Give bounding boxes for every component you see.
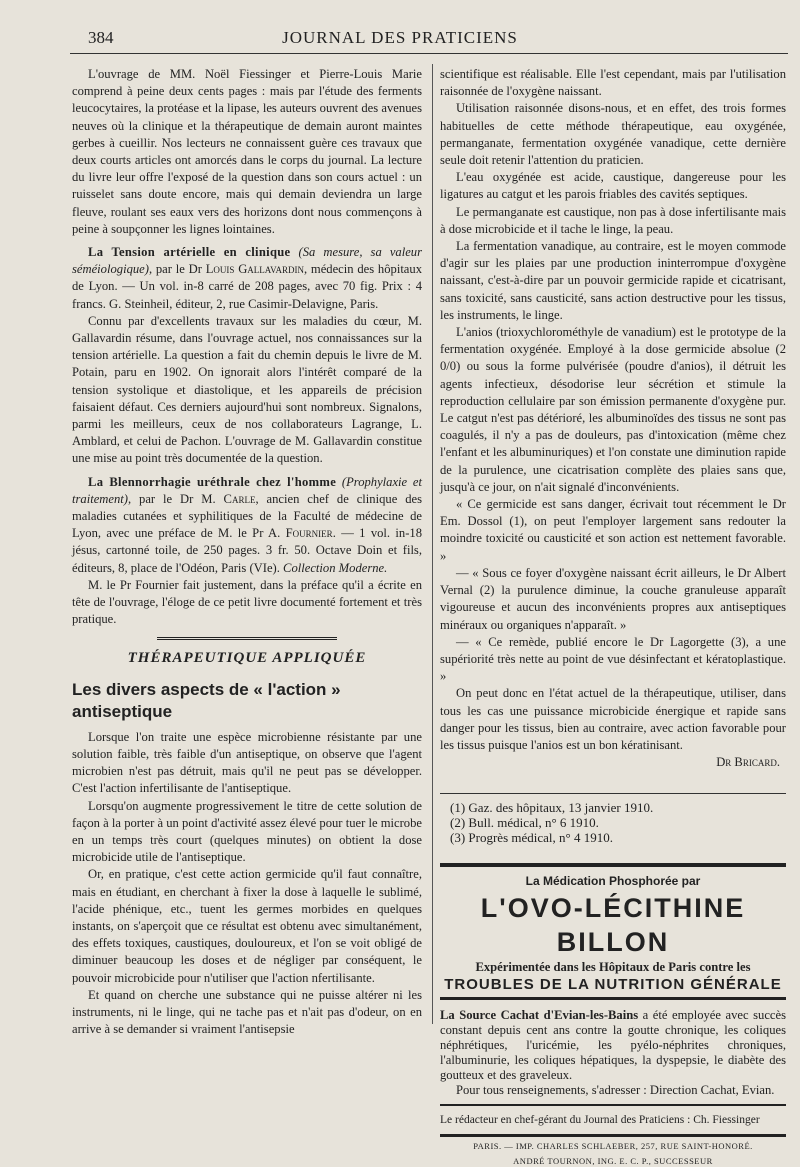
imprint-line: PARIS. — IMP. CHARLES SCHLAEBER, 257, RUE SAINT-HONORÉ. bbox=[473, 1141, 753, 1152]
quote-paragraph: « Ce germicide est sans danger, écrivait tout récemment le Dr Em. Dossol (1), on peut l'employer largement sans redouter la moindre toxicité ou causticité et son action est nettement favorable. » bbox=[440, 497, 786, 563]
article-paragraph: On peut donc en l'état actuel de la thérapeutique, utiliser, dans tous les cas une puissance microbicide énergique et rapide sans danger pour les tissus, bien au contraire, avec action favorable pour les tissus puisque l'anios est un bon kératinisant. bbox=[440, 686, 786, 752]
review-author: Carle bbox=[223, 491, 256, 506]
review-text: . — 1 vol. in-18 jésus, cartonné toile, de 250 pages. 3 fr. 50. Octave Doin et fils, éditeurs, 8, place de l'Odéon, Paris (VIe). bbox=[72, 526, 423, 575]
review-title: La Blennorrhagie uréthrale chez l'homme bbox=[88, 474, 337, 489]
review-author: Fournier bbox=[285, 526, 333, 541]
review-subtitle: (Prophylaxie et traitement) bbox=[72, 474, 422, 506]
ad-headline: TROUBLES DE LA NUTRITION GÉNÉRALE bbox=[444, 975, 782, 993]
page-number: 384 bbox=[88, 28, 114, 47]
section-rule bbox=[157, 637, 337, 640]
footnote: (2) Bull. médical, n° 6 1910. bbox=[450, 815, 599, 831]
article-paragraph: scientifique est réalisable. Elle l'est cependant, mais par l'utilisation raisonnée de l'oxygène naissant. bbox=[440, 67, 786, 99]
article-paragraph: Or, en pratique, c'est cette action germicide qu'il faut connaître, mais en étudiant, en cherchant à fixer la dose à laquelle le sublimé, l'acide phénique, etc., tuent les germes morbides en quelques instants, on s'aperçoit que ce résultat est obtenu avec simultanément, des effets toxiques, caustiques, douloureux, et l'on se voit obligé de diminuer beaucoup les doses et de négliger par conséquent, le pouvoir microbicide pour n'utiliser que l'action nfertilisante. bbox=[72, 867, 422, 985]
review-collection: Collection Moderne. bbox=[283, 560, 388, 575]
ad-contact: Pour tous renseignements, s'adresser : Direction Cachat, Evian. bbox=[456, 1082, 775, 1097]
article-paragraph: Lorsqu'on augmente progressivement le titre de cette solution de façon à la porter à un point d'activité assez élevé pour tuer le microbe en un temps très court (quelques minutes) on obtient la dose microbicide utile de l'antiseptique. bbox=[72, 798, 422, 865]
review-text: , par le Dr bbox=[148, 262, 206, 277]
review-subtitle: (Sa mesure, sa valeur séméiologique) bbox=[72, 245, 422, 277]
ovo-lecithine-advertisement bbox=[440, 863, 786, 1000]
footnote: (1) Gaz. des hôpitaux, 13 janvier 1910. bbox=[450, 800, 654, 816]
review-author: Louis Gallavardin bbox=[205, 262, 304, 277]
intro-paragraph: L'ouvrage de MM. Noël Fiessinger et Pierre-Louis Marie comprend à peine deux cents pages : mais par l'étude des ferments leucocytaires, la protéase et la lipase, les auteurs ouvrent des avenues neuves où la clinique et la thérapeutique de demain auront maintes gerbes à cueillir. Nos lecteurs ne connaissent guère ces travaux que deux courts articles ont amorcés dans le corps du journal. La lecture du livre leur offre l'exposé de la question dans son cours actuel : un ruisselet sans doute encore, mais qui demain deviendra un large fleuve, roulant ses eaux vers des horizons dont nous commençons à peine à soupçonner les lignes lointaines. bbox=[72, 67, 422, 236]
article-paragraph: L'anios (trioxychlorométhyle de vanadium) est le prototype de la fermentation oxygénée. Employé à la dose germicide absolue (2 0/0) ou sous la forme pulvérisée (poudre d'anios), il détruit les agents infectieux, désodorise leur sécrétion et stimule la reproduction cellulaire par son émission permanente d'oxygène pur. Le catgut n'est pas détérioré, les albuminoïdes des tissus ne sont pas coagulés, il n'y a pas de douleurs, pas d'intoxication (même chez l'enfant et les albuminuriques) et l'on constate une diminution rapide de la purulence, une cicatrisation complète des plaies sans que, jusqu'à ce jour, on n'ait signalé d'inconvénients. bbox=[440, 325, 786, 494]
ad-text: a été employée avec succès constant depuis cent ans contre la goutte chronique, les coliques néphrétiques, l'uricémie, les pyélo-néphrites chroniques, l'albuminurie, les coliques hépatiques, la dyspepsie, le diabète des goutteux et des graveleux. bbox=[440, 1007, 786, 1082]
right-column bbox=[440, 66, 786, 1167]
article-paragraph: Et quand on cherche une substance qui ne puisse altérer ni les instruments, ni le linge, qui ne tache pas et n'ait pas d'odeur, on en arrive à se demander si vraiment l'antisepsie bbox=[72, 987, 422, 1037]
ad-source-name: La Source Cachat d'Evian-les-Bains bbox=[440, 1007, 639, 1022]
quote-paragraph: — « Sous ce foyer d'oxygène naissant écrit ailleurs, le Dr Albert Vernal (2) la purulence diminue, la couche granuleuse apparaît vigoureuse et aucun des inconvénients propres aux antiseptiques minéraux ou organiques n'apparaît. » bbox=[440, 565, 786, 632]
section-title: THÉRAPEUTIQUE APPLIQUÉE bbox=[127, 649, 367, 666]
editor-line: Le rédacteur en chef-gérant du Journal des Praticiens : Ch. Fiessinger bbox=[440, 1106, 786, 1137]
article-paragraph: La fermentation vanadique, au contraire, est le moyen commode d'agir sur les plaies par une production ininterrompue d'oxygène naissant, c'est-à-dire par un pouvoir germicide rapide et cicatrisant, sans toxicité, sans causticité, sans action destructive pour les tissus, les instruments, le linge. bbox=[440, 239, 786, 322]
ad-brand-name: L'OVO-LÉCITHINE BILLON bbox=[480, 892, 746, 957]
review-text: , médecin des hôpitaux de Lyon. — Un vol. in-8 carré de 208 pages, avec 70 fig. Prix : 4 francs. G. Steinheil, éditeur, 2, rue Casimir-Delavigne, Paris. bbox=[72, 262, 422, 311]
ad-tagline: La Médication Phosphorée par bbox=[525, 874, 701, 889]
cachat-advertisement bbox=[440, 1000, 786, 1106]
left-column bbox=[72, 66, 422, 1038]
review-body: M. le Pr Fournier fait justement, dans la préface qu'il a écrite en tête de l'ouvrage, l'éloge de ce petit livre documenté fortement et très pratique. bbox=[72, 577, 422, 627]
footnote: (3) Progrès médical, n° 4 1910. bbox=[450, 830, 613, 846]
article-paragraph: L'eau oxygénée est acide, caustique, dangereuse pour les ligatures au catgut et les parois friables des cavités septiques. bbox=[440, 170, 786, 202]
footnotes bbox=[440, 793, 786, 845]
review-body: Connu par d'excellents travaux sur les maladies du cœur, M. Gallavardin résume, dans l'ouvrage actuel, nos connaissances sur la tension artérielle. La question a fait du chemin depuis le livre de M. Potain, paru en 1902. On ignorait alors l'intérêt comparé de la tension systolique et diastolique, et les appareils de précision faisaient défaut. Ces derniers aujourd'hui sont nombreux. Signalons, parmi les meilleurs, ceux de nos collaborateurs Lagrange, L. Amblard, et celui de Pachon. L'ouvrage de M. Gallavardin constitue une mise au point très documentée de la question. bbox=[72, 313, 422, 466]
ad-subline: Expérimentée dans les Hôpitaux de Paris contre les bbox=[475, 959, 751, 974]
article-paragraph: Le permanganate est caustique, non pas à dose infertilisante mais à dose microbicide et il tache le linge, la peau. bbox=[440, 204, 786, 236]
article-title: Les divers aspects de « l'action » antiseptique bbox=[72, 679, 341, 721]
review-gallavardin bbox=[72, 244, 422, 313]
running-title: JOURNAL DES PRATICIENS bbox=[282, 28, 518, 47]
review-text: , par le Dr M. bbox=[127, 491, 224, 506]
review-title: La Tension artérielle en clinique bbox=[88, 245, 291, 260]
quote-paragraph: — « Ce remède, publié encore le Dr Lagorgette (3), a une supériorité très nette au point de vue désinfectant et kératoplastique. » bbox=[440, 634, 786, 684]
imprint-line: ANDRÉ TOURNON, ING. E. C. P., SUCCESSEUR bbox=[513, 1156, 713, 1167]
header-rule bbox=[70, 53, 788, 54]
article-paragraph: Lorsque l'on traite une espèce microbienne résistante par une solution faible, très faible d'un antiseptique, on observe que l'agent microbien n'est pas détruit, mais qu'il ne peut pas se développer. C'est l'action infertilisante de l'antiseptique. bbox=[72, 729, 422, 796]
column-divider bbox=[432, 64, 433, 1024]
author-signature: Dr Bricard. bbox=[716, 755, 780, 770]
review-carle bbox=[72, 474, 422, 577]
article-paragraph: Utilisation raisonnée disons-nous, et en effet, des trois formes habituelles de cette méthode thérapeutique, eau oxygénée, permanganate, fermentation oxygénée vanadique, cette dernière seule doit retenir l'attention du praticien. bbox=[440, 101, 786, 168]
review-text: , ancien chef de clinique des maladies cutanées et syphilitiques de la Faculté de médecine de Lyon, avec une préface de M. le Pr A. bbox=[72, 491, 422, 541]
